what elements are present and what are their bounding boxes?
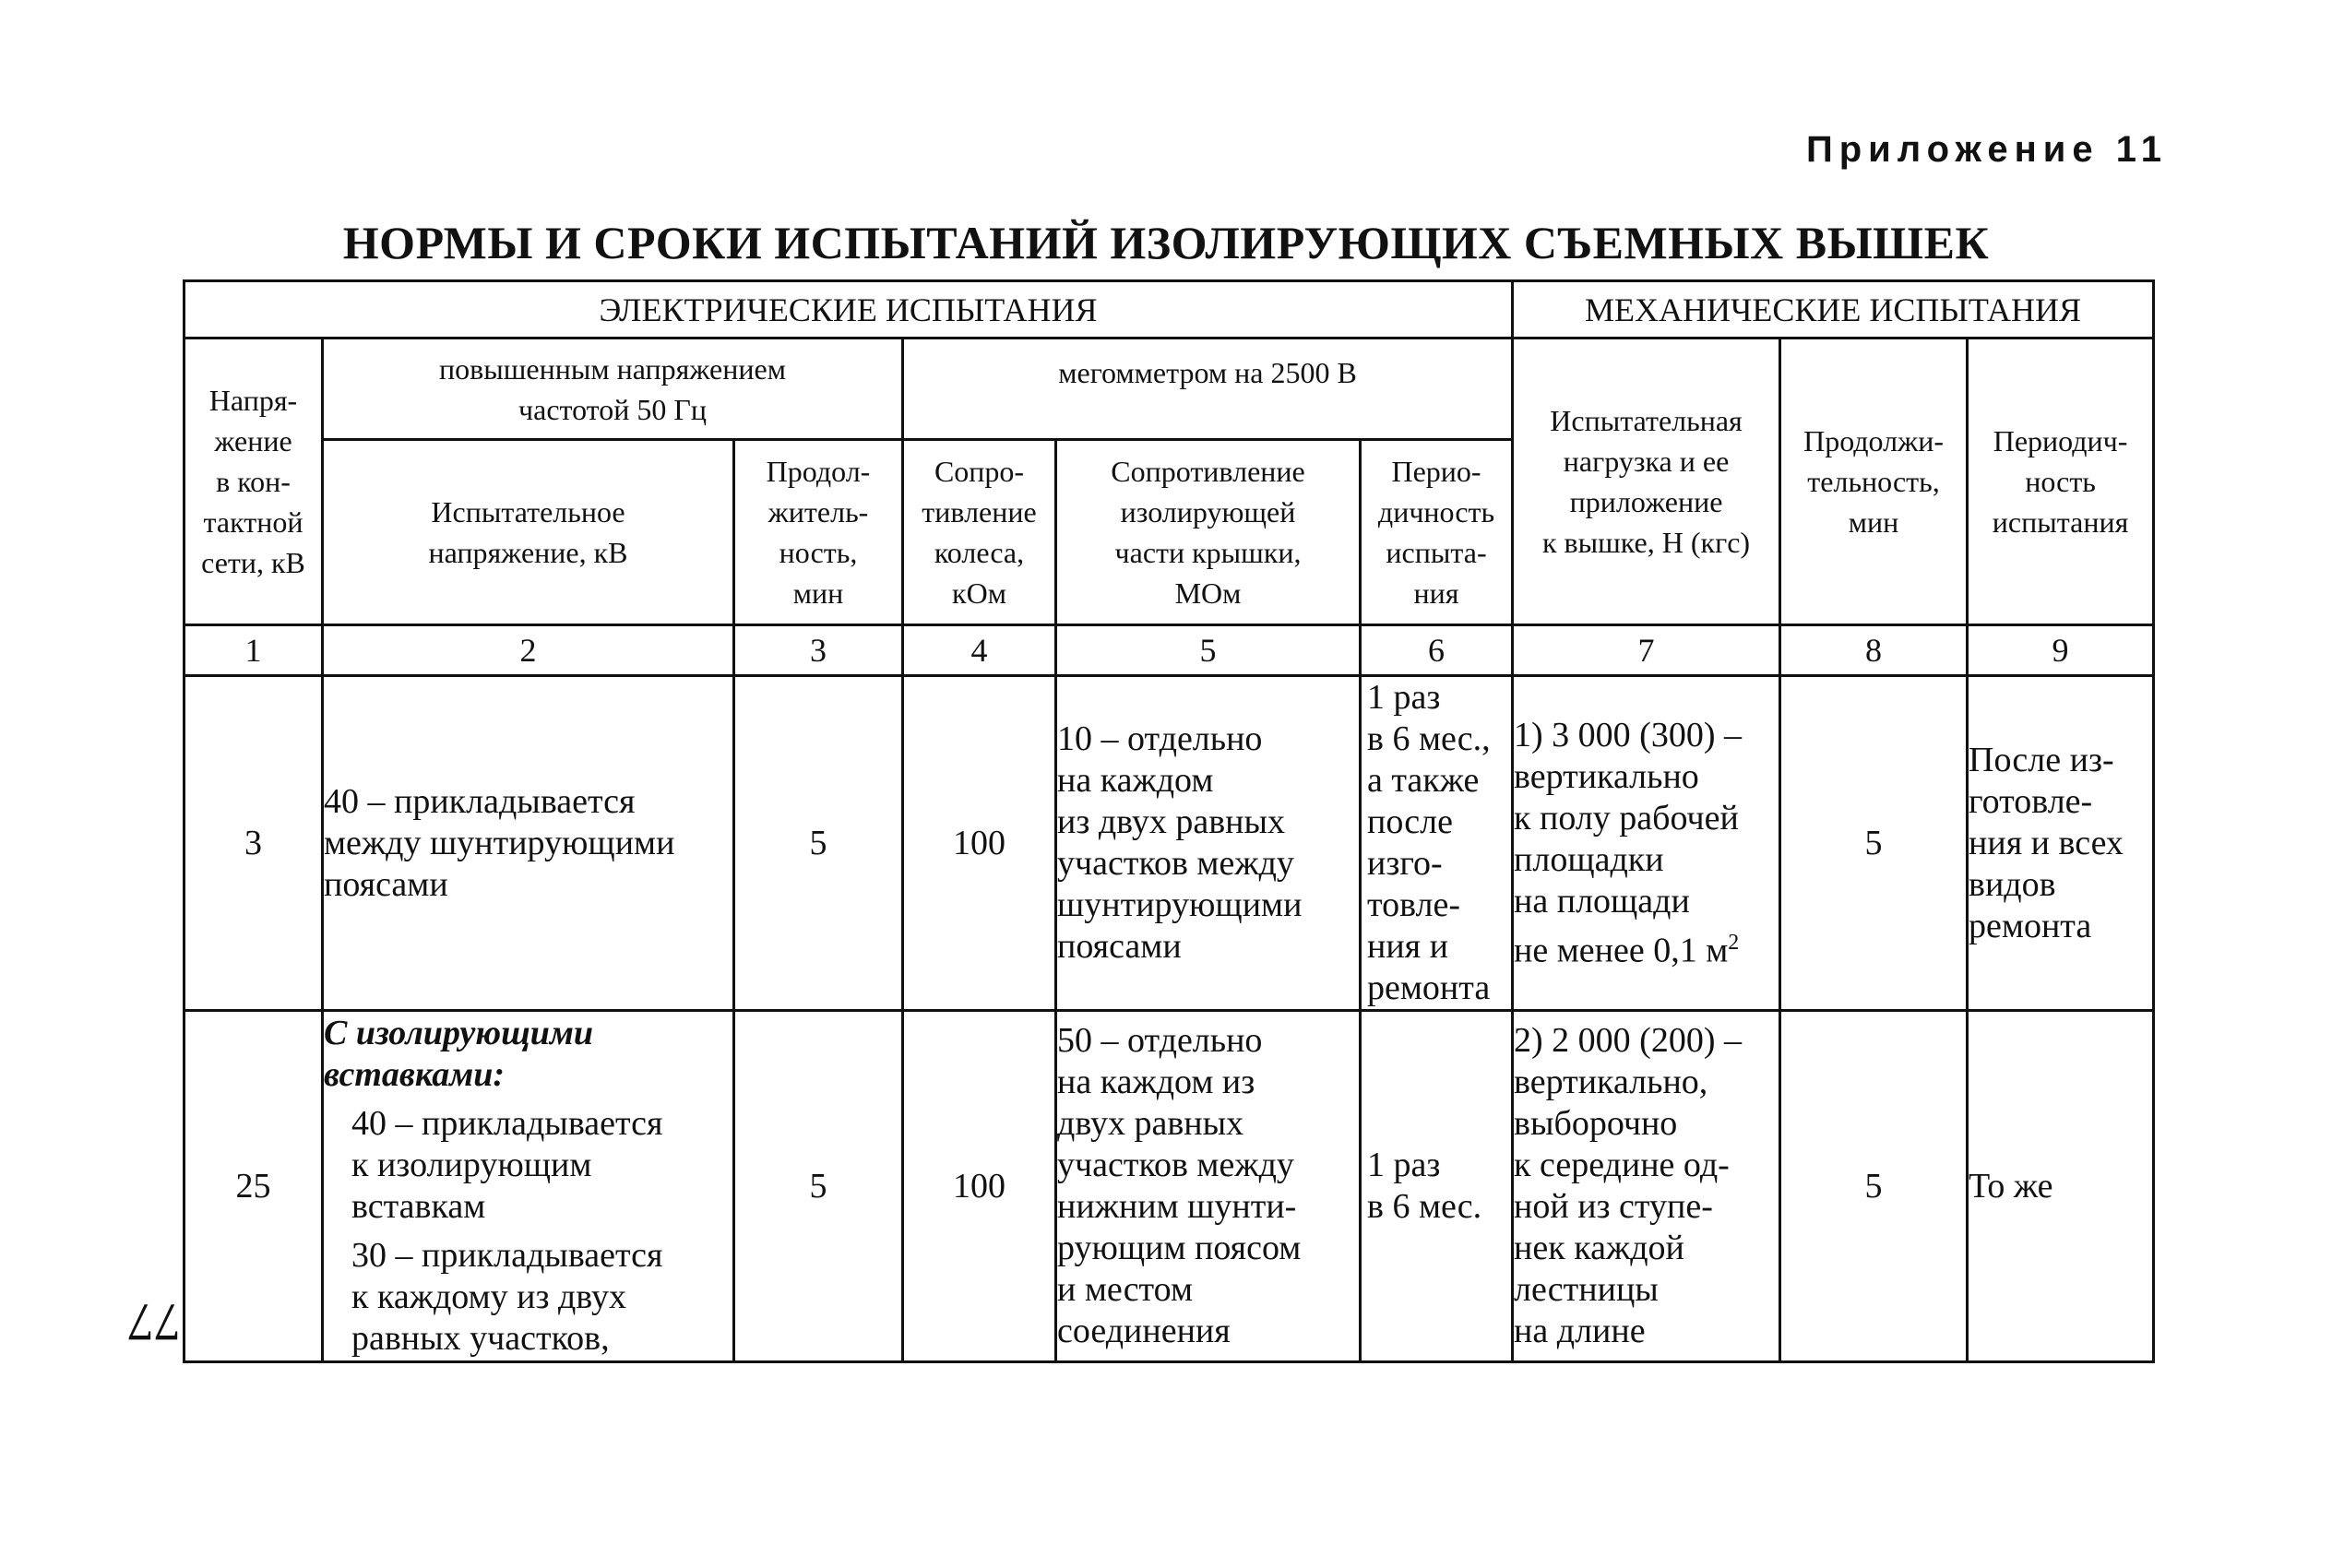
- periodicity-cell: [1361, 1011, 1513, 1362]
- test-voltage-heading: С изолирующими вставками:: [324, 1014, 594, 1095]
- test-load-text: 1) 3 000 (300) – вертикально к полу рабочей площадки на площади не менее 0,1 м: [1514, 715, 1742, 970]
- mech-duration-cell: 5: [1780, 675, 1968, 1011]
- test-load-cell: [1513, 1011, 1780, 1362]
- mech-duration-header: [1780, 339, 1968, 625]
- column-number: 3: [734, 624, 903, 675]
- cover-resistance-header: [1056, 440, 1361, 624]
- voltage-header-text: Напря- жение в кон- тактной сети, кВ: [201, 383, 305, 579]
- mech-duration-header-text: Продолжи- тельность, мин: [1803, 423, 1944, 539]
- page-title: НОРМЫ И СРОКИ ИСПЫТАНИЙ ИЗОЛИРУЮЩИХ СЪЕМНЫХ ВЫШЕК: [342, 217, 1990, 268]
- duration-header-text: Продол- житель- ность, мин: [766, 454, 871, 610]
- voltage-cell: 25: [184, 1011, 323, 1362]
- cover-resistance-cell: [1056, 675, 1361, 1011]
- periodicity-header-text: Перио- дичность испыта- ния: [1377, 454, 1495, 610]
- duration-cell: 5: [734, 675, 903, 1011]
- wheel-resistance-cell: 100: [903, 1011, 1056, 1362]
- cover-resistance-text: 50 – отдельно на каждом из двух равных участков между нижним шунти- рующим поясом и местом соединения: [1057, 1021, 1302, 1351]
- column-number: 9: [1968, 624, 2154, 675]
- norms-table: [183, 279, 2155, 1363]
- cover-resistance-header-text: Сопротивление изолирующей части крышки, МОм: [1111, 454, 1305, 610]
- test-voltage-cell: [323, 675, 734, 1011]
- megger-header: мегомметром на 2500 В: [903, 339, 1513, 440]
- high-voltage-header: [323, 339, 903, 440]
- mechanical-tests-header: МЕХАНИЧЕСКИЕ ИСПЫТАНИЯ: [1513, 281, 2154, 339]
- mech-periodicity-text: После из- готовле- ния и всех видов ремонта: [1969, 740, 2124, 945]
- high-voltage-header-text: повышенным напряжением частотой 50 Гц: [439, 351, 786, 426]
- duration-header: [734, 440, 903, 624]
- cover-resistance-text: 10 – отдельно на каждом из двух равных участков между шунтирующими поясами: [1057, 719, 1303, 966]
- table-row: [184, 675, 2154, 1011]
- square-superscript: 2: [1728, 930, 1740, 955]
- duration-cell: 5: [734, 1011, 903, 1362]
- wheel-resistance-header: [903, 440, 1056, 624]
- mech-periodicity-cell: [1968, 1011, 2154, 1362]
- periodicity-header: [1361, 440, 1513, 624]
- wheel-resistance-header-text: Сопро- тивление колеса, кОм: [922, 454, 1037, 610]
- test-voltage-header-text: Испытательное напряжение, кВ: [428, 494, 628, 569]
- appendix-label: Приложение 11: [1805, 129, 2168, 170]
- mech-periodicity-text: То же: [1969, 1166, 2053, 1206]
- table-row: [184, 1011, 2154, 1362]
- electrical-tests-header: ЭЛЕКТРИЧЕСКИЕ ИСПЫТАНИЯ: [184, 281, 1513, 339]
- test-voltage-item: 40 – прикладывается к изолирующим вставкам: [351, 1104, 663, 1227]
- mech-periodicity-cell: [1968, 675, 2154, 1011]
- column-number: 7: [1513, 624, 1780, 675]
- periodicity-cell: [1361, 675, 1513, 1011]
- column-numbers-row: [184, 624, 2154, 675]
- column-number: 1: [184, 624, 323, 675]
- wheel-resistance-cell: 100: [903, 675, 1056, 1011]
- column-number: 6: [1361, 624, 1513, 675]
- mech-duration-cell: 5: [1780, 1011, 1968, 1362]
- voltage-cell: 3: [184, 675, 323, 1011]
- cover-resistance-cell: [1056, 1011, 1361, 1362]
- column-number: 5: [1056, 624, 1361, 675]
- periodicity-text: 1 раз в 6 мес., а также после изго- товле- ния и ремонта: [1367, 678, 1491, 1007]
- test-load-cell: [1513, 675, 1780, 1011]
- column-number: 4: [903, 624, 1056, 675]
- test-load-text: 2) 2 000 (200) – вертикально, выборочно к середине од- ной из ступе- нек каждой лестницы на длине: [1514, 1021, 1742, 1351]
- column-number: 2: [323, 624, 734, 675]
- test-voltage-cell: [323, 1011, 734, 1362]
- mech-periodicity-header-text: Периодич- ность испытания: [1992, 423, 2129, 539]
- test-voltage-text: 40 – прикладывается между шунтирующими поясами: [324, 781, 675, 904]
- mech-periodicity-header: [1968, 339, 2154, 625]
- test-load-header-text: Испытательная нагрузка и ее приложение к вышке, Н (кгс): [1542, 403, 1751, 559]
- test-voltage-header: [323, 440, 734, 624]
- page-number: 77: [127, 1292, 181, 1352]
- test-voltage-item: 30 – прикладывается к каждому из двух равных участков,: [351, 1236, 663, 1359]
- test-load-header: [1513, 339, 1780, 625]
- column-number: 8: [1780, 624, 1968, 675]
- voltage-header: [184, 339, 323, 625]
- periodicity-text: 1 раз в 6 мес.: [1367, 1146, 1482, 1227]
